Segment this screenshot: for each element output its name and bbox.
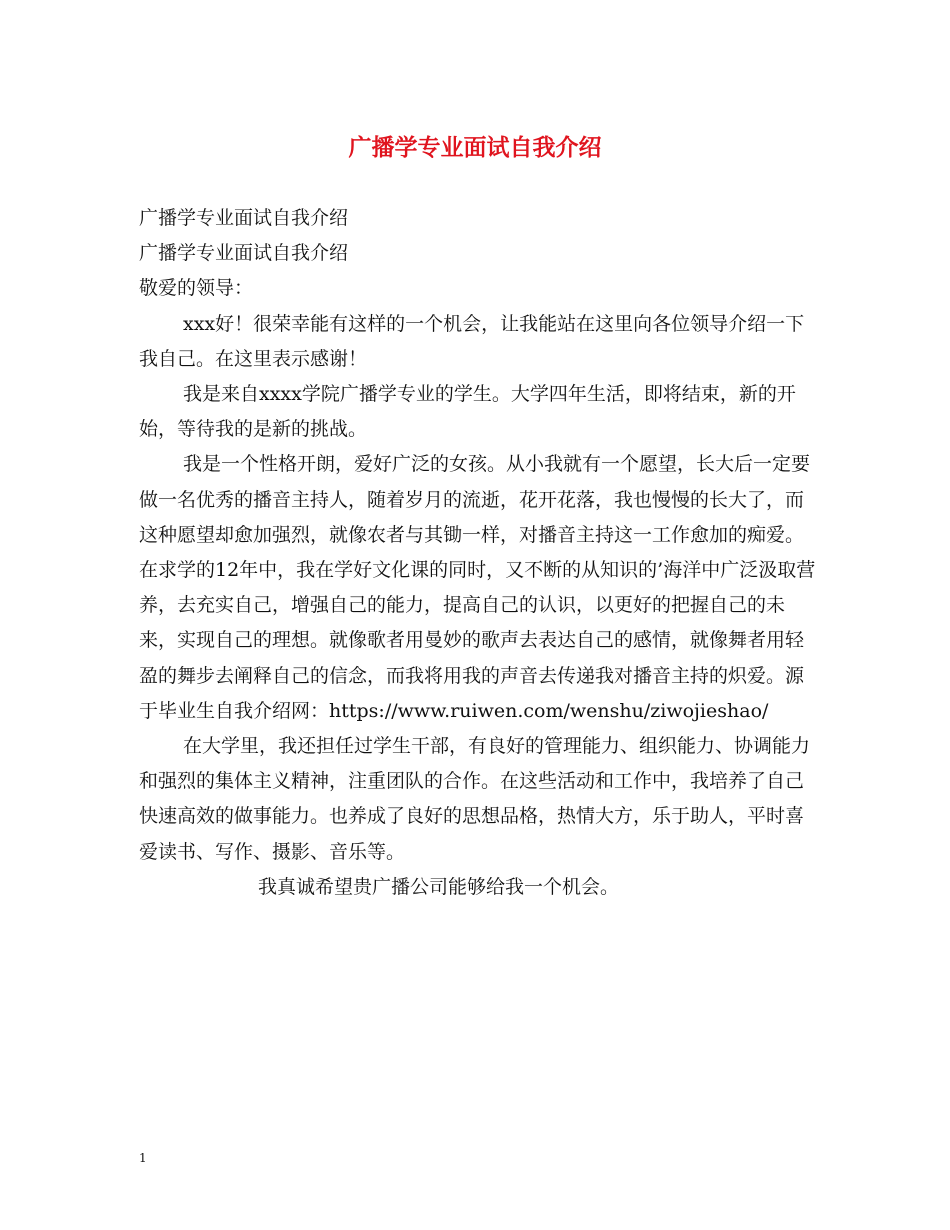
paragraph-4: 在大学里，我还担任过学生干部，有良好的管理能力、组织能力、协调能力和强烈的集体主义精神，注重团队的合作。在这些活动和工作中，我培养了自己快速高效的做事能力。也养成了良好的思想品格，热情大方，乐于助人，平时喜爱读书、写作、摄影、音乐等。 xyxy=(139,735,811,863)
paragraph-1: xxx好！很荣幸能有这样的一个机会，让我能站在这里向各位领导介绍一下我自己。在这里表示感谢！ xyxy=(139,312,805,370)
paragraph-3: 我是一个性格开朗，爱好广泛的女孩。从小我就有一个愿望，长大后一定要做一名优秀的播音主持人，随着岁月的流逝，花开花落，我也慢慢的长大了，而这种愿望却愈加强烈，就像农者与其锄一样，对播音主持这一工作愈加的痴爱。在求学的12年中，我在学好文化课的同时，又不断的从知识的’海洋中广泛汲取营养，去充实自己，增强自己的能力，提高自己的认识，以更好的把握自己的未来，实现自己的理想。就像歌者用曼妙的歌声去表达自己的感情，就像舞者用轻盈的舞步去阐释自己的信念，而我将用我的声音去传递我对播音主持的炽爱。源于毕业生自我介绍网：https://www.ruiwen.com/wenshu/ziwojieshao/ xyxy=(139,453,816,722)
paragraph-2: 我是来自xxxx学院广播学专业的学生。大学四年生活，即将结束，新的开始，等待我的是新的挑战。 xyxy=(139,383,796,441)
heading-line-1: 广播学专业面试自我介绍 xyxy=(139,207,349,229)
page-number: 1 xyxy=(139,1151,147,1165)
document-body xyxy=(139,201,819,905)
heading-line-2: 广播学专业面试自我介绍 xyxy=(139,242,349,265)
greeting: 敬爱的领导： xyxy=(139,277,254,300)
document-title: 广播学专业面试自我介绍 xyxy=(348,135,602,161)
closing-line: 我真诚希望贵广播公司能够给我一个机会。 xyxy=(258,875,620,898)
